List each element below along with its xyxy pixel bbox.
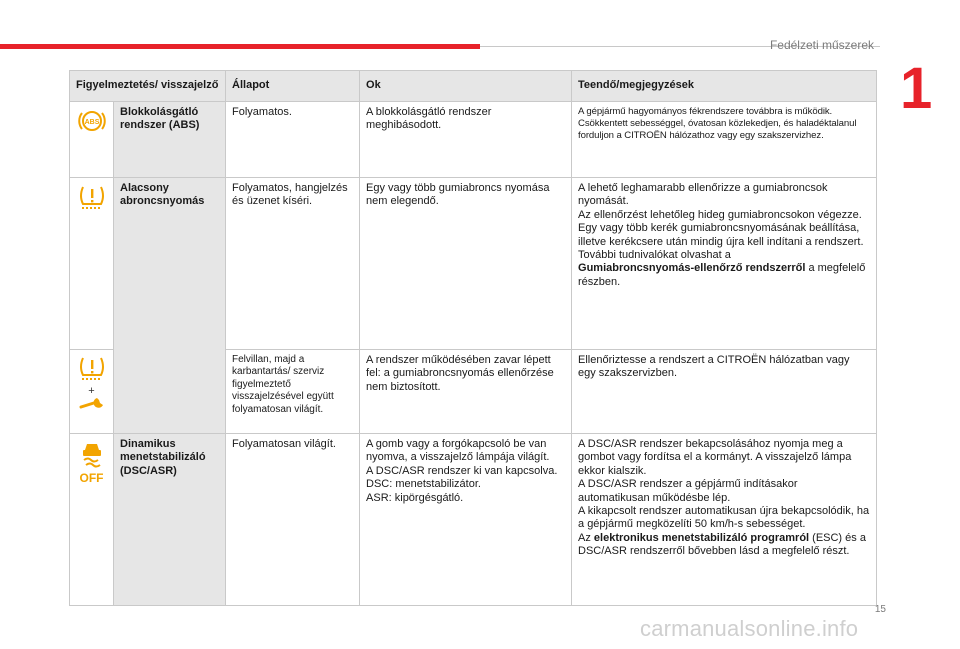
- abs-warning-icon: [77, 108, 107, 134]
- warning-lights-table: [69, 70, 877, 606]
- cause-text: A blokkolásgátló rendszer meghibásodott.: [360, 102, 572, 178]
- off-label: OFF: [79, 471, 104, 486]
- column-header-cause: Ok: [360, 71, 572, 102]
- action-text: A DSC/ASR rendszer bekapcsolásához nyomja meg a gombot vagy fordítsa el a kormányt. A visszajelző lámpa ekkor kialszik. A DSC/ASR rendszer a gépjármű indításakor automatikusan működésbe lép. A kikapcsolt rendszer automatikusan újra bekapcsolódik, ha a gépjármű megközelíti 50 km/h-s sebességet. Az elektronikus menetstabilizáló programról (ESC) és a DSC/ASR rendszerről bővebben lásd a megfelelő részt.: [572, 434, 877, 606]
- chapter-number: 1: [900, 56, 933, 121]
- table-header-row: [70, 71, 877, 102]
- cause-text: A rendszer működésében zavar lépett fel: a gumiabroncsnyomás ellenőrzése nem biztosított.: [360, 350, 572, 434]
- indicator-name: Dinamikus menetstabilizáló (DSC/ASR): [114, 434, 226, 606]
- action-text: A lehető leghamarabb ellenőrizze a gumiabroncsok nyomását. Az ellenőrzést lehetőleg hideg gumiabroncsokon végezze. Egy vagy több kerék gumiabroncsnyomásának beállítása, illetve kerékcsere után mindig újra kell indítani a rendszert. További tudnivalókat olvashat a Gumiabroncsnyomás-ellenőrző rendszerről a megfelelő részben.: [572, 178, 877, 350]
- indicator-name: Blokkolásgátló rendszer (ABS): [114, 102, 226, 178]
- cross-reference: Gumiabroncsnyomás-ellenőrző rendszerről: [578, 262, 806, 275]
- column-header-indicator: Figyelmeztetés/ visszajelző: [70, 71, 226, 102]
- table-row: [70, 102, 877, 178]
- state-text: Folyamatos.: [226, 102, 360, 178]
- cause-text: Egy vagy több gumiabroncs nyomása nem elegendő.: [360, 178, 572, 350]
- cause-text: A gomb vagy a forgókapcsoló be van nyomva, a visszajelző lámpája világít. A DSC/ASR rendszer ki van kapcsolva. DSC: menetstabilizátor. ASR: kipörgésgátló.: [360, 434, 572, 606]
- plus-sign: +: [88, 385, 95, 398]
- action-text: Ellenőriztesse a rendszert a CITROËN hálózatban vagy egy szakszervizben.: [572, 350, 877, 434]
- state-text: Felvillan, majd a karbantartás/ szerviz figyelmeztető visszajelzésével együtt folyamatosan világít.: [226, 350, 360, 434]
- state-text: Folyamatos, hangjelzés és üzenet kíséri.: [226, 178, 360, 350]
- dsc-off-icon: [77, 440, 107, 468]
- header-accent-bar: [0, 44, 480, 49]
- column-header-state: Állapot: [226, 71, 360, 102]
- svg-text:ABS: ABS: [84, 119, 99, 126]
- wrench-icon: [77, 396, 107, 412]
- table-row: [70, 178, 877, 350]
- tyre-pressure-warning-icon: [77, 184, 107, 212]
- tyre-pressure-service-icon: [77, 356, 107, 382]
- watermark: carmanualsonline.info: [640, 616, 859, 641]
- page-number: 15: [874, 604, 886, 615]
- action-text: A gépjármű hagyományos fékrendszere továbbra is működik. Csökkentett sebességgel, óvatosan közlekedjen, és haladéktalanul forduljon a CITROËN hálózathoz vagy egy szakszervizhez.: [572, 102, 877, 178]
- column-header-action: Teendő/megjegyzések: [572, 71, 877, 102]
- table-row: [70, 434, 877, 606]
- cross-reference: elektronikus menetstabilizáló programról: [593, 531, 810, 544]
- indicator-name: Alacsony abroncsnyomás: [114, 178, 226, 434]
- state-text: Folyamatosan világít.: [226, 434, 360, 606]
- section-title: Fedélzeti műszerek: [769, 38, 874, 52]
